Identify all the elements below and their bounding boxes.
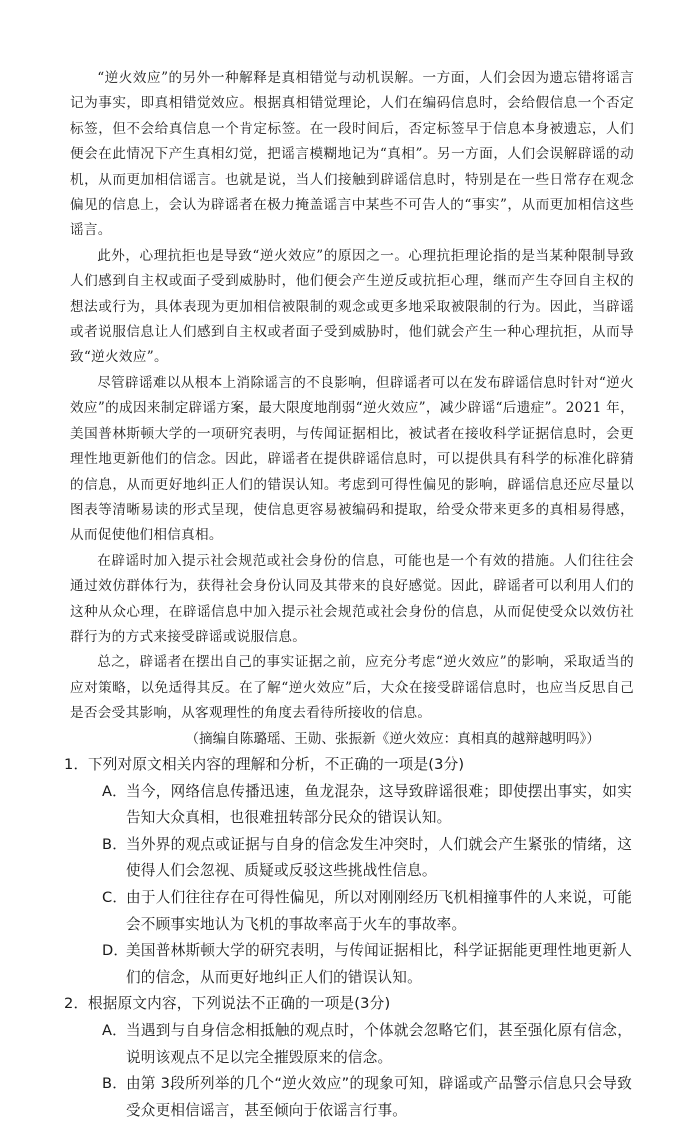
option-text: 当遇到与自身信念相抵触的观点时，个体就会忽略它们，甚至强化原有信念，说明该观点不足以完全摧毁原来的信念。 <box>126 1021 632 1066</box>
article-paragraph-2: 此外，心理抗拒也是导致“逆火效应”的原因之一。心理抗拒理论指的是当某种限制导致人们感到自主权或面子受到威胁时，他们便会产生逆反或抗拒心理，继而产生夺回自主权的想法或行为，具体表现为更加相信被限制的观念或更多地采取被限制的行为。因此，当辟谣或者说服信息让人们感到自主权或者面子受到威胁时，他们就会产生一种心理抗拒，从而导致“逆火效应”。 <box>70 247 634 366</box>
option-text: 美国普林斯顿大学的研究表明，与传闻证据相比，科学证据能更理性地更新人们的信念，从而更好地纠正人们的错误认知。 <box>126 942 632 986</box>
question-2 <box>64 991 634 1124</box>
article-paragraph-5: 总之，辟谣者在摆出自己的事实证据之前，应充分考虑“逆火效应”的影响，采取适当的应对策略，以免适得其反。在了解“逆火效应”后，大众在接受辟谣信息时，也应当反思自己是否会受其影响，从客观理性的角度去看待所接收的信息。 <box>70 654 634 722</box>
article-source: （摘编自陈璐瑶、王勋、张振新《逆火效应：真相真的越辩越明吗》） <box>185 730 600 747</box>
option-label: A． <box>102 1021 127 1039</box>
option-text: 当外界的观点或证据与自身的信念发生冲突时，人们就会产生紧张的情绪，这使得人们会忽视、质疑或反驳这些挑战性信息。 <box>126 835 632 880</box>
option-a <box>70 779 634 832</box>
option-text: 由第 3段所列举的几个“逆火效应”的现象可知，辟谣或产品警示信息只会导致受众更相信谣言，甚至倾向于依谣言行事。 <box>126 1075 632 1119</box>
option-label: B． <box>102 835 128 853</box>
option-b <box>70 832 634 885</box>
option-label: C． <box>102 888 128 906</box>
option-a <box>70 1018 634 1071</box>
question-stem <box>64 991 634 1018</box>
option-text: 由于人们往往存在可得性偏见，所以对刚刚经历飞机相撞事件的人来说，可能会不顾事实地认为飞机的事故率高于火车的事故率。 <box>126 888 632 933</box>
article-paragraph-1: “逆火效应”的另外一种解释是真相错觉与动机误解。一方面，人们会因为遗忘错将谣言记为事实，即真相错觉效应。根据真相错觉理论，人们在编码信息时，会给假信息一个否定标签，但不会给真信息一个肯定标签。在一段时间后，否定标签早于信息本身被遗忘，人们便会在此情况下产生真相幻觉，把谣言模糊地记为“真相”。另一方面，人们会误解辟谣的动机，从而更加相信谣言。也就是说，当人们接触到辟谣信息时，特别是在一些日常存在观念偏见的信息上，会认为辟谣者在极力掩盖谣言中某些不可告人的“事实”，从而更加相信这些谣言。 <box>70 70 634 239</box>
option-d <box>70 938 634 991</box>
option-label: A． <box>102 782 127 800</box>
option-label: B． <box>102 1075 128 1093</box>
option-c <box>70 885 634 938</box>
option-label: D． <box>102 942 129 960</box>
article-paragraph-3: 尽管辟谣难以从根本上消除谣言的不良影响，但辟谣者可以在发布辟谣信息时针对“逆火效应”的成因来制定辟谣方案，最大限度地削弱“逆火效应”，减少辟谣“后遗症”。2021 年，美国普林斯顿大学的一项研究表明，与传闻证据相比，被试者在接收科学证据信息时，会更理性地更新他们的信念。因此，辟谣者在提供辟谣信息时，可以提供具有科学的标准化辟猜的信息，从而更好地纠正人们的错误认知。考虑到可得性偏见的影响，辟谣信息还应尽量以图表等清晰易读的形式呈现，使信息更容易被编码和提取，给受众带来更多的真相易得感，从而促使他们相信真相。 <box>70 374 634 544</box>
option-text: 当今，网络信息传播迅速，鱼龙混杂，这导致辟谣很难；即使摆出事实，如实告知大众真相，也很难扭转部分民众的错误认知。 <box>126 782 632 827</box>
option-b <box>70 1071 634 1124</box>
article-paragraph-4: 在辟谣时加入提示社会规范或社会身份的信息，可能也是一个有效的措施。人们往往会通过效仿群体行为，获得社会身份认同及其带来的良好感觉。因此，辟谣者可以利用人们的这种从众心理，在辟谣信息中加入提示社会规范或社会身份的信息，从而促使受众以效仿社群行为的方式来接受辟谣或说服信息。 <box>70 552 634 645</box>
question-number: 2． <box>64 995 89 1013</box>
question-1 <box>64 752 634 991</box>
question-text: 下列对原文相关内容的理解和分析，不正确的一项是(3分) <box>88 755 465 773</box>
exam-page <box>64 66 634 1124</box>
question-text: 根据原文内容，下列说法不正确的一项是(3分) <box>88 995 391 1013</box>
question-stem <box>64 752 634 779</box>
question-number: 1． <box>64 755 89 773</box>
